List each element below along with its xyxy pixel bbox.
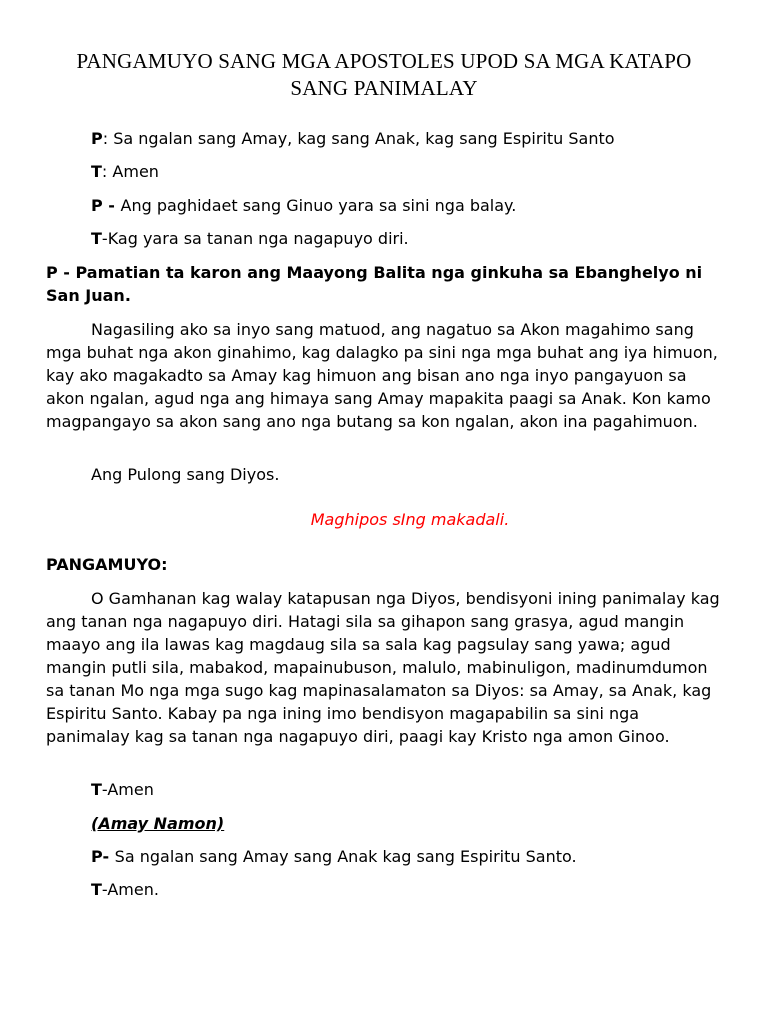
response-text: Amen. — [107, 880, 159, 899]
our-father-label: (Amay Namon) — [91, 814, 225, 833]
title-line-1: PANGAMUYO SANG MGA APOSTOLES UPOD SA MGA KATAPO — [76, 49, 692, 73]
response-line-3 — [91, 195, 516, 217]
speaker-label: T — [91, 780, 102, 799]
gospel-text — [46, 318, 726, 433]
response-text: Amen — [107, 780, 154, 799]
closing-line — [91, 846, 577, 868]
amen-response-2 — [91, 879, 159, 901]
separator: - — [101, 229, 108, 248]
speaker-label: P — [91, 847, 103, 866]
separator: - — [102, 196, 121, 215]
speaker-label: T — [91, 162, 102, 181]
separator: - — [101, 880, 108, 899]
speaker-label: T — [91, 229, 102, 248]
response-line-4 — [91, 228, 409, 250]
gospel-intro: P - Pamatian ta karon ang Maayong Balita nga ginkuha sa Ebanghelyo ni San Juan. — [46, 263, 703, 305]
separator: : — [102, 129, 114, 148]
speaker-label: P — [91, 129, 103, 148]
document-title — [40, 48, 728, 102]
instruction-text: Maghipos sIng makadali. — [310, 510, 510, 529]
word-of-god: Ang Pulong sang Diyos. — [91, 465, 280, 484]
gospel-text-body: Nagasiling ako sa inyo sang matuod, ang nagatuo sa Akon magahimo sang mga buhat nga akon ginahimo, kag dalagko pa sini nga mga buhat ang iya himuon, kay ako magakadto sa Amay kag himuon ang bisan ano nga inyo pangayuon sa akon ngalan, agud nga ang himaya sang Amay mapakita paagi sa Anak. Kon kamo magpangayo sa akon sang ano nga butang sa kon ngalan, akon ina pagahimuon. — [46, 320, 718, 431]
speaker-label: P — [91, 196, 103, 215]
response-text: Sa ngalan sang Amay, kag sang Anak, kag sang Espiritu Santo — [113, 129, 615, 148]
prayer-text — [46, 587, 726, 748]
prayer-heading: PANGAMUYO: — [46, 555, 168, 574]
amen-response-1 — [91, 779, 154, 801]
title-line-2: SANG PANIMALAY — [290, 76, 478, 100]
separator: - — [101, 780, 108, 799]
separator: - — [102, 847, 115, 866]
prayer-text-body: O Gamhanan kag walay katapusan nga Diyos, bendisyoni ining panimalay kag ang tanan nga nagapuyo diri. Hatagi sila sa gihapon sang grasya, agud mangin maayo ang ila lawas kag magdaug sila sa sala kag pagsulay sang yawa; agud mangin putli sila, mabakod, mapainubuson, malulo, mabinuligon, madinumdumon sa tanan Mo nga mga sugo kag mapinasalamaton sa Diyos: sa Amay, sa Anak, kag Espiritu Santo. Kabay pa nga ining imo bendisyon magapabilin sa sini nga panimalay kag sa tanan nga nagapuyo diri, paagi kay Kristo nga amon Ginoo. — [46, 589, 720, 746]
response-text: Sa ngalan sang Amay sang Anak kag sang Espiritu Santo. — [114, 847, 577, 866]
separator: : — [101, 162, 113, 181]
response-text: Amen — [112, 162, 159, 181]
response-line-2 — [91, 161, 159, 183]
speaker-label: T — [91, 880, 102, 899]
response-line-1 — [91, 128, 615, 150]
response-text: Kag yara sa tanan nga nagapuyo diri. — [107, 229, 409, 248]
response-text: Ang paghidaet sang Ginuo yara sa sini nga balay. — [120, 196, 517, 215]
